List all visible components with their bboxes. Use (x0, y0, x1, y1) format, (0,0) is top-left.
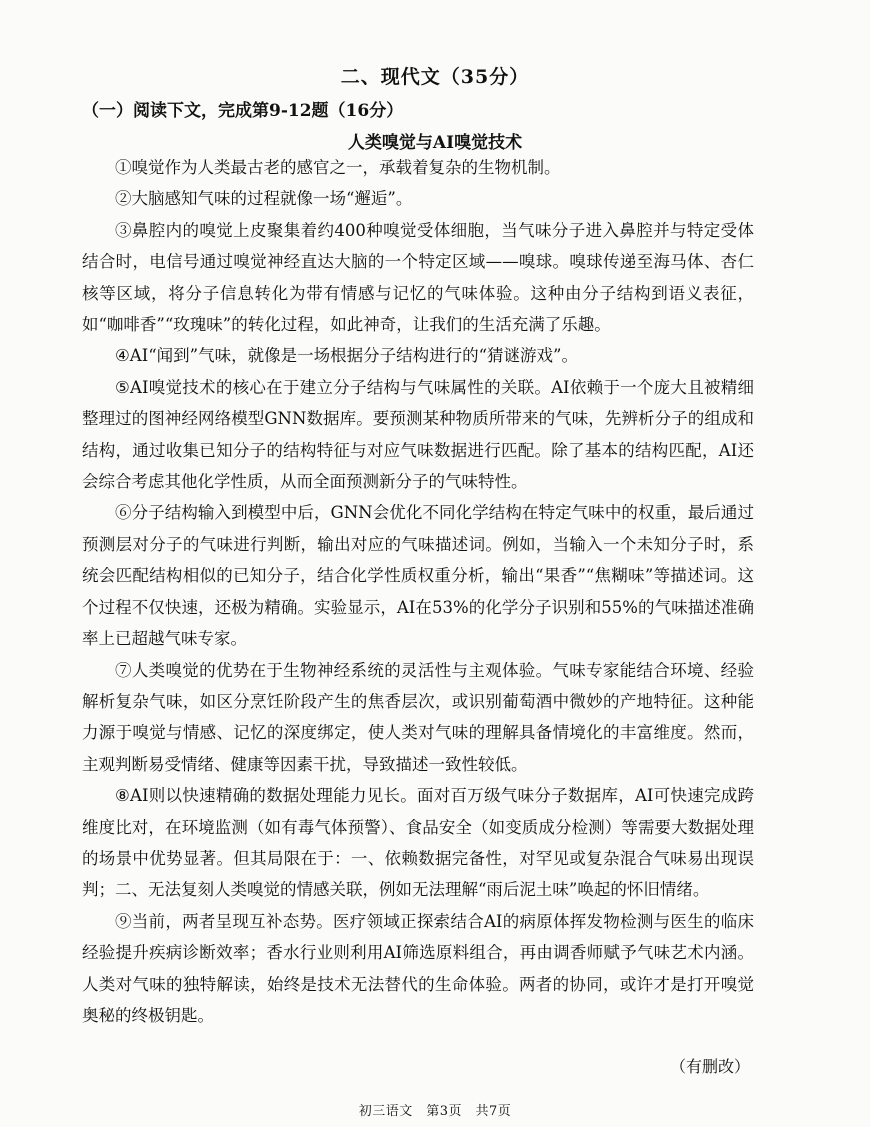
paragraph-1: ①嗅觉作为人类最古老的感官之一，承载着复杂的生物机制。 (115, 158, 561, 177)
page-footer: 初三语文 第3页 共7页 (358, 1104, 512, 1119)
question-instruction: （一）阅读下文，完成第9-12题（16分） (82, 101, 404, 121)
paragraph-5: ⑤AI嗅觉技术的核心在于建立分子结构与气味属性的关联。AI依赖于一个庞大且被精细整理过的图神经网络模型GNN数据库。要预测某种物质所带来的气味，先辨析分子的组成和结构，通过收集已知分子的结构特征与对应气味数据进行匹配。除了基本的结构匹配，AI还会综合考虑其他化学性质，从而全面预测新分子的气味特性。 (82, 377, 754, 492)
source-note: （有删改） (669, 1057, 750, 1076)
section-title: 二、现代文（35分） (340, 66, 530, 88)
article-body (82, 152, 754, 1031)
paragraph-4: ④AI“闻到”气味，就像是一场根据分子结构进行的“猜谜游戏”。 (115, 346, 578, 366)
paragraph-9: ⑨当前，两者呈现互补态势。医疗领域正探索结合AI的病原体挥发物检测与医生的临床经验提升疾病诊断效率；香水行业则利用AI筛选原料组合，再由调香师赋予气味艺术内涵。人类对气味的独特解读，始终是技术无法替代的生命体验。两者的协同，或许才是打开嗅觉奥秘的终极钥匙。 (82, 911, 754, 1025)
paragraph-7: ⑦人类嗅觉的优势在于生物神经系统的灵活性与主观体验。气味专家能结合环境、经验解析复杂气味，如区分烹饪阶段产生的焦香层次，或识别葡萄酒中微妙的产地特征。这种能力源于嗅觉与情感、记忆的深度绑定，使人类对气味的理解具备情境化的丰富维度。然而，主观判断易受情绪、健康等因素干扰，导致描述一致性较低。 (82, 660, 754, 774)
paragraph-8: ⑧AI则以快速精确的数据处理能力见长。面对百万级气味分子数据库，AI可快速完成跨维度比对，在环境监测（如有毒气体预警）、食品安全（如变质成分检测）等需要大数据处理的场景中优势显著。但其局限在于：一、依赖数据完备性，对罕见或复杂混合气味易出现误判；二、无法复刻人类嗅觉的情感关联，例如无法理解“雨后泥土味”唤起的怀旧情绪。 (82, 786, 754, 900)
article-title: 人类嗅觉与AI嗅觉技术 (347, 133, 523, 153)
paragraph-2: ②大脑感知气味的过程就像一场“邂逅”。 (115, 189, 413, 209)
paragraph-6: ⑥分子结构输入到模型中后，GNN会优化不同化学结构在特定气味中的权重，最后通过预测层对分子的气味进行判断，输出对应的气味描述词。例如，当输入一个未知分子时，系统会匹配结构相似的已知分子，结合化学性质权重分析，输出“果香”“焦糊味”等描述词。这个过程不仅快速，还极为精确。实验显示，AI在53%的化学分子识别和55%的气味描述准确率上已超越气味专家。 (82, 503, 754, 649)
paragraph-3: ③鼻腔内的嗅觉上皮聚集着约400种嗅觉受体细胞，当气味分子进入鼻腔并与特定受体结合时，电信号通过嗅觉神经直达大脑的一个特定区域——嗅球。嗅球传递至海马体、杏仁核等区域，将分子信息转化为带有情感与记忆的气味体验。这种由分子结构到语义表征，如“咖啡香”“玫瑰味”的转化过程，如此神奇，让我们的生活充满了乐趣。 (82, 220, 754, 335)
